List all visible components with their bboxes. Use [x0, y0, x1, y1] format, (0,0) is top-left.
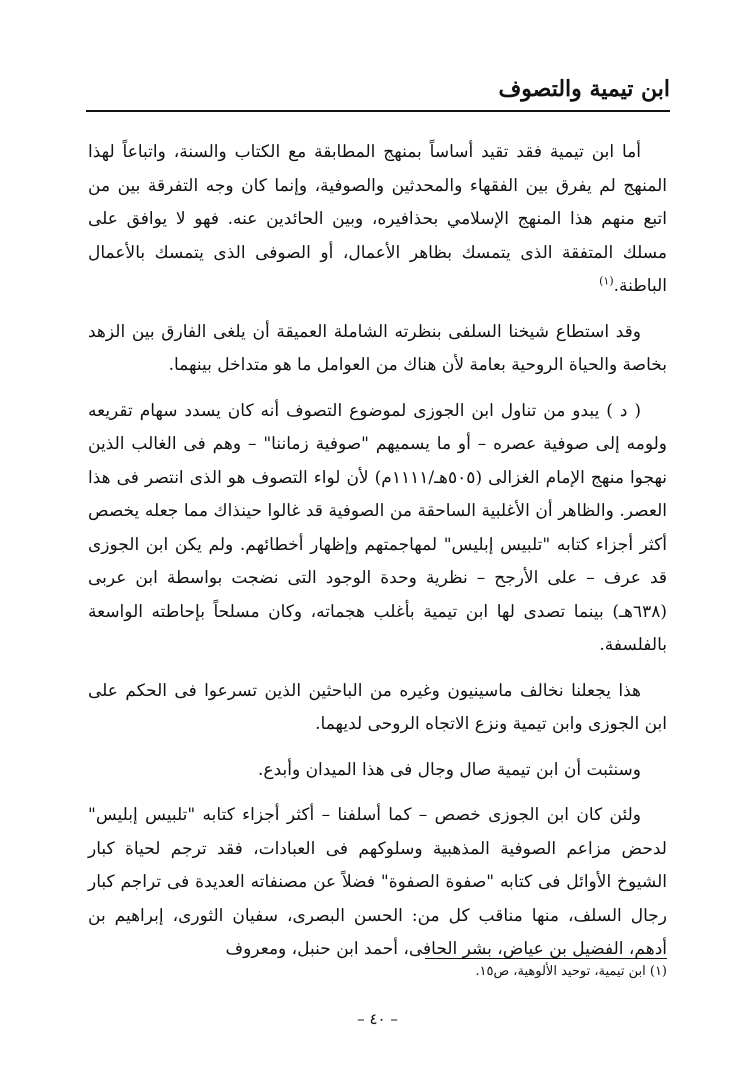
header-rule	[86, 110, 670, 112]
paragraph-text: هذا يجعلنا نخالف ماسينيون وغيره من الباحثين الذين تسرعوا فى الحكم على ابن الجوزى وابن تيمية ونزع الاتجاه الروحى لديهما.	[88, 680, 667, 734]
paragraph-5	[88, 754, 667, 788]
paragraph-4	[88, 675, 667, 742]
page-number: – ٤٠ –	[357, 1010, 398, 1028]
paragraph-text: ( د ) يبدو من تناول ابن الجوزى لموضوع التصوف أنه كان يسدد سهام تقريعه ولومه إلى صوفية عصره – أو ما يسميهم "صوفية زماننا" – وهم فى الغالب الذين نهجوا منهج الإمام الغزالى (٥٠٥هـ/١١١١م) لأن لواء التصوف هو الذى انتصر فى هذا العصر. والظاهر أن الأغلبية الساحقة من الصوفية قد غالوا حينذاك مما جعله يخصص أكثر أجزاء كتابه "تلبيس إبليس" لمهاجمتهم وإظهار أخطائهم. ولم يكن ابن الجوزى قد عرف – على الأرجح – نظرية وحدة الوجود التى نضجت بواسطة ابن عربى (٦٣٨هـ) بينما تصدى لها ابن تيمية بأغلب هجماته، وكان مسلحاً بإحاطته الواسعة بالفلسفة.	[88, 400, 668, 655]
paragraph-2	[88, 316, 667, 383]
paragraph-text: ولئن كان ابن الجوزى خصص – كما أسلفنا – أكثر أجزاء كتابه "تلبيس إبليس" لدحض مزاعم الصوفية المذهبية وسلوكهم فى العبادات، فقد ترجم لحياة كبار الشيوخ الأوائل فى كتابه "صفوة الصفوة" فضلاً عن مصنفاته العديدة فى تراجم كبار رجال السلف، منها مناقب كل من: الحسن البصرى، سفيان الثورى، إبراهيم بن أدهم، الفضيل بن عياض، بشر الحافى، أحمد ابن حنبل، ومعروف	[88, 805, 667, 959]
paragraph-1	[88, 136, 667, 304]
paragraph-text: وقد استطاع شيخنا السلفى بنظرته الشاملة العميقة أن يلغى الفارق بين الزهد بخاصة والحياة الروحية بعامة لأن هناك من العوامل ما هو متداخل بينهما.	[88, 321, 667, 375]
paragraph-text: أما ابن تيمية فقد تقيد أساساً بمنهج المطابقة مع الكتاب والسنة، واتباعاً لهذا المنهج لم يفرق بين الفقهاء والمحدثين والصوفية، وإنما كان وجه التفرقة بين من اتبع منهم هذا المنهج الإسلامي بحذافيره، وبين الحائدين عنه. فهو لا يوافق على مسلك المتفقة الذى يتمسك بظاهر الأعمال، أو الصوفى الذى يتمسك بالأعمال الباطنة.	[88, 142, 667, 296]
footnote-rule	[425, 958, 667, 959]
paragraph-3	[88, 395, 667, 663]
running-title: ابن تيمية والتصوف	[498, 76, 670, 102]
paragraph-6	[88, 799, 667, 967]
footnote-1: (١) ابن تيمية، توحيد الألوهية، ص١٥.	[475, 964, 667, 979]
footnote-reference: (١)	[599, 274, 614, 288]
paragraph-text: وسنثبت أن ابن تيمية صال وجال فى هذا الميدان وأبدع.	[258, 759, 641, 780]
body-text	[88, 136, 667, 967]
